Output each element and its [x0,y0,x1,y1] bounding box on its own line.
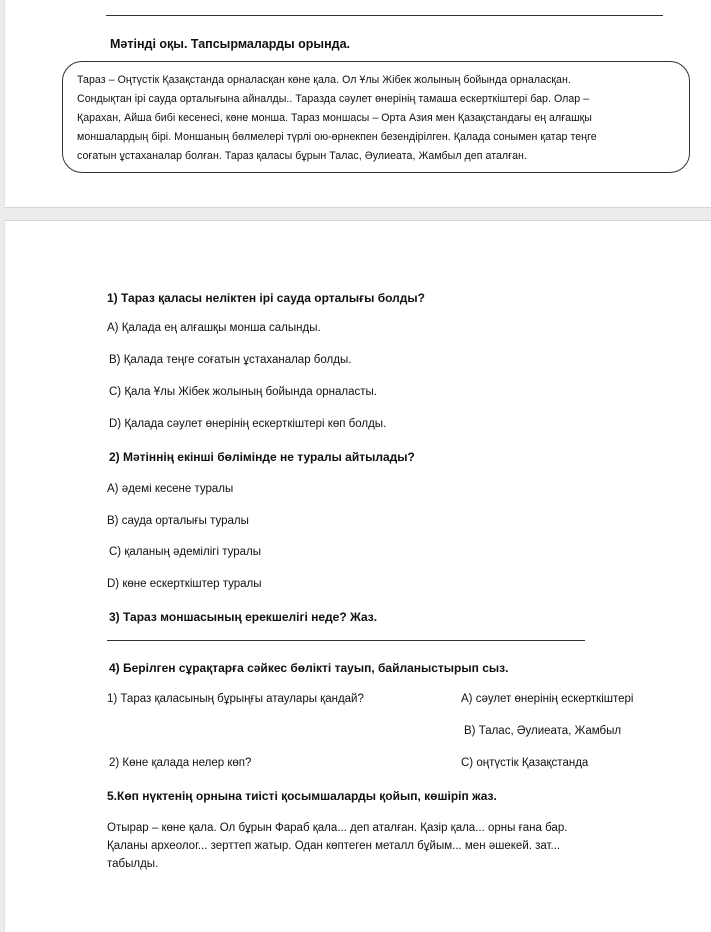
question-5-text [107,819,567,873]
question-2-option-b: B) сауда орталығы туралы [107,515,249,527]
reading-text-line: моншалардың бірі. Моншаның бөлмелері түрлі ою-өрнекпен безендірілген. Қалада сонымен қатар теңге [77,131,597,144]
question-5-text-line: Отырар – көне қала. Ол бұрын Фараб қала... деп аталған. Қазір қала... орны ғана бар. [107,822,568,834]
question-1-option-d: D) Қалада сәулет өнерінің ескерткіштері көп болды. [109,418,387,430]
question-4-left-2: 2) Көне қалада нелер көп? [109,757,252,769]
reading-text-box [62,61,690,173]
reading-text-line: Тараз – Оңтүстік Қазақстанда орналасқан көне қала. Ол Ұлы Жібек жолының бойында орналасқан. [77,74,571,86]
question-1: 1) Тараз қаласы неліктен ірі сауда орталығы болды? [107,291,425,305]
question-1-option-a: A) Қалада ең алғашқы монша салынды. [107,322,321,334]
top-answer-line [106,15,663,16]
question-4: 4) Берілген сұрақтарға сәйкес бөлікті тауып, байланыстырып сыз. [109,661,509,675]
question-4-left-1: 1) Тараз қаласының бұрыңғы атаулары қандай? [107,693,364,705]
question-5-text-line: Қаланы археолог... зерттеп жатыр. Одан көптеген металл бұйым... мен әшекей. зат... [107,840,561,852]
question-2-option-a: A) әдемі кесене туралы [107,483,234,495]
question-1-option-b: B) Қалада теңге соғатын ұстаханалар болды. [109,354,352,366]
question-5-text-line: табылды. [107,858,159,870]
question-4-right-c: C) оңтүстік Қазақстанда [461,757,589,769]
question-2: 2) Мәтіннің екінші бөлімінде не туралы айтылады? [109,450,415,464]
reading-text-line: Сондықтан ірі сауда орталығына айналды.. Таразда сәулет өнерінің тамаша ескерткіштері бар. Олар – [77,93,590,106]
worksheet-page-2 [4,220,711,932]
question-4-right-a: A) сәулет өнерінің ескерткіштері [461,693,634,705]
worksheet-page-1 [4,0,711,208]
question-3: 3) Тараз моншасының ерекшелігі неде? Жаз. [109,610,378,624]
reading-text-line: соғатын ұстаханалар болған. Тараз қаласы бұрын Талас, Әулиеата, Жамбыл деп аталған. [77,150,527,163]
reading-instruction: Мәтінді оқы. Тапсырмаларды орында. [110,37,351,51]
question-2-option-c: C) қаланың әдемілігі туралы [109,546,261,558]
question-5: 5.Көп нүктенің орнына тиісті қосымшаларды қойып, көшіріп жаз. [107,789,497,803]
question-2-option-d: D) көне ескерткіштер туралы [107,578,262,590]
question-1-option-c: C) Қала Ұлы Жібек жолының бойында орналасты. [109,386,377,398]
question-3-answer-line [107,640,585,641]
question-4-right-b: B) Талас, Әулиеата, Жамбыл [464,725,622,737]
reading-text-line: Қарахан, Айша бибі кесенесі, көне монша. Тараз моншасы – Орта Азия мен Қазақстандағы ең алғашқы [77,112,592,125]
